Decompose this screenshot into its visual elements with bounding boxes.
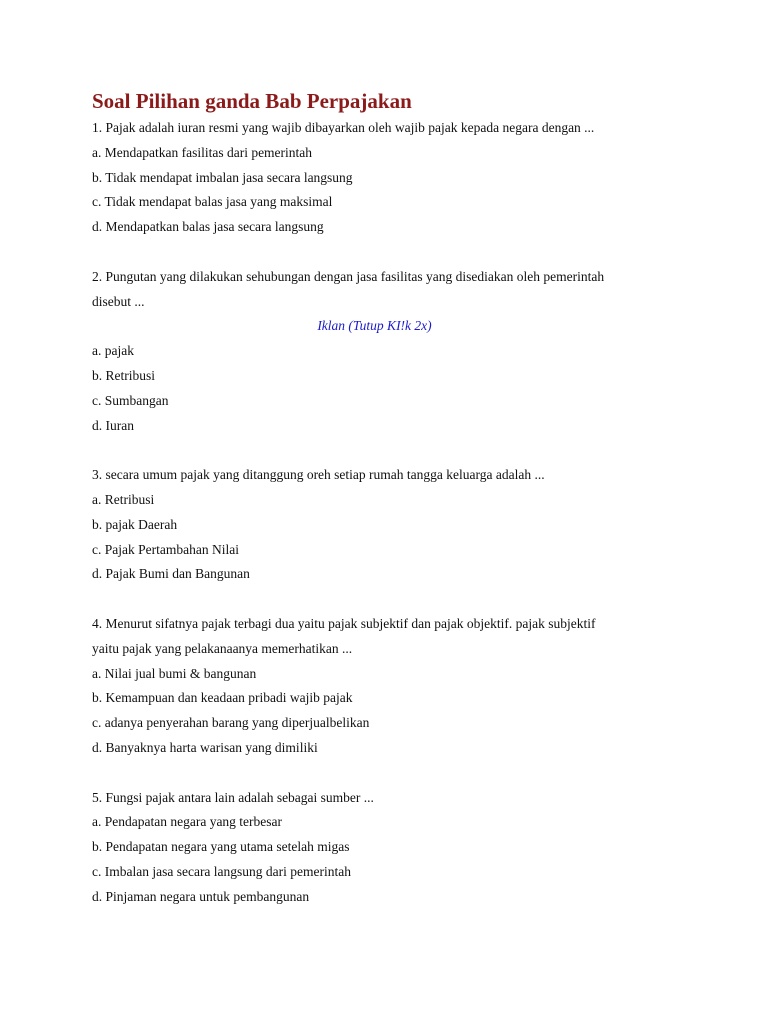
- question-5-option-a: a. Pendapatan negara yang terbesar: [92, 814, 283, 830]
- question-3-option-a: a. Retribusi: [92, 491, 155, 507]
- question-1-option-b: b. Tidak mendapat imbalan jasa secara langsung: [92, 169, 353, 185]
- question-2-text-line-1: 2. Pungutan yang dilakukan sehubungan dengan jasa fasilitas yang disediakan oleh pemerintah: [92, 268, 605, 284]
- question-4-text-line-2: yaitu pajak yang pelakanaanya memerhatikan ...: [92, 640, 353, 656]
- question-4: [92, 612, 692, 761]
- question-3: [92, 463, 692, 587]
- question-2-option-b: b. Retribusi: [92, 367, 155, 383]
- question-3-option-b: b. pajak Daerah: [92, 516, 178, 532]
- question-1-option-a: a. Mendapatkan fasilitas dari pemerintah: [92, 144, 313, 160]
- question-1-option-c: c. Tidak mendapat balas jasa yang maksimal: [92, 194, 333, 210]
- question-2-text-line-2: disebut ...: [92, 293, 145, 309]
- question-3-text: 3. secara umum pajak yang ditanggung oreh setiap rumah tangga keluarga adalah ...: [92, 467, 545, 483]
- question-2-option-d: d. Iuran: [92, 417, 134, 433]
- ad-label[interactable]: Iklan (Tutup KI!k 2x): [317, 318, 432, 334]
- question-5-option-c: c. Imbalan jasa secara langsung dari pemerintah: [92, 863, 352, 879]
- question-1: [92, 116, 692, 240]
- question-2-option-c: c. Sumbangan: [92, 392, 169, 408]
- question-2: [92, 265, 692, 439]
- question-5-option-d: d. Pinjaman negara untuk pembangunan: [92, 888, 310, 904]
- page-title: Soal Pilihan ganda Bab Perpajakan: [92, 89, 412, 113]
- question-2-option-a: a. pajak: [92, 343, 134, 359]
- question-4-option-b: b. Kemampuan dan keadaan pribadi wajib pajak: [92, 690, 353, 706]
- question-4-option-c: c. adanya penyerahan barang yang diperjualbelikan: [92, 715, 370, 731]
- question-5-option-b: b. Pendapatan negara yang utama setelah migas: [92, 839, 350, 855]
- question-1-option-d: d. Mendapatkan balas jasa secara langsung: [92, 219, 324, 235]
- question-5: [92, 786, 692, 910]
- question-4-option-a: a. Nilai jual bumi & bangunan: [92, 665, 257, 681]
- question-5-text: 5. Fungsi pajak antara lain adalah sebagai sumber ...: [92, 789, 374, 805]
- document-page: [92, 86, 692, 934]
- question-4-option-d: d. Banyaknya harta warisan yang dimiliki: [92, 739, 318, 755]
- question-3-option-d: d. Pajak Bumi dan Bangunan: [92, 566, 250, 582]
- question-3-option-c: c. Pajak Pertambahan Nilai: [92, 541, 239, 557]
- question-1-text: 1. Pajak adalah iuran resmi yang wajib dibayarkan oleh wajib pajak kepada negara dengan ...: [92, 120, 595, 135]
- question-4-text-line-1: 4. Menurut sifatnya pajak terbagi dua yaitu pajak subjektif dan pajak objektif. pajak subjektif: [92, 615, 596, 631]
